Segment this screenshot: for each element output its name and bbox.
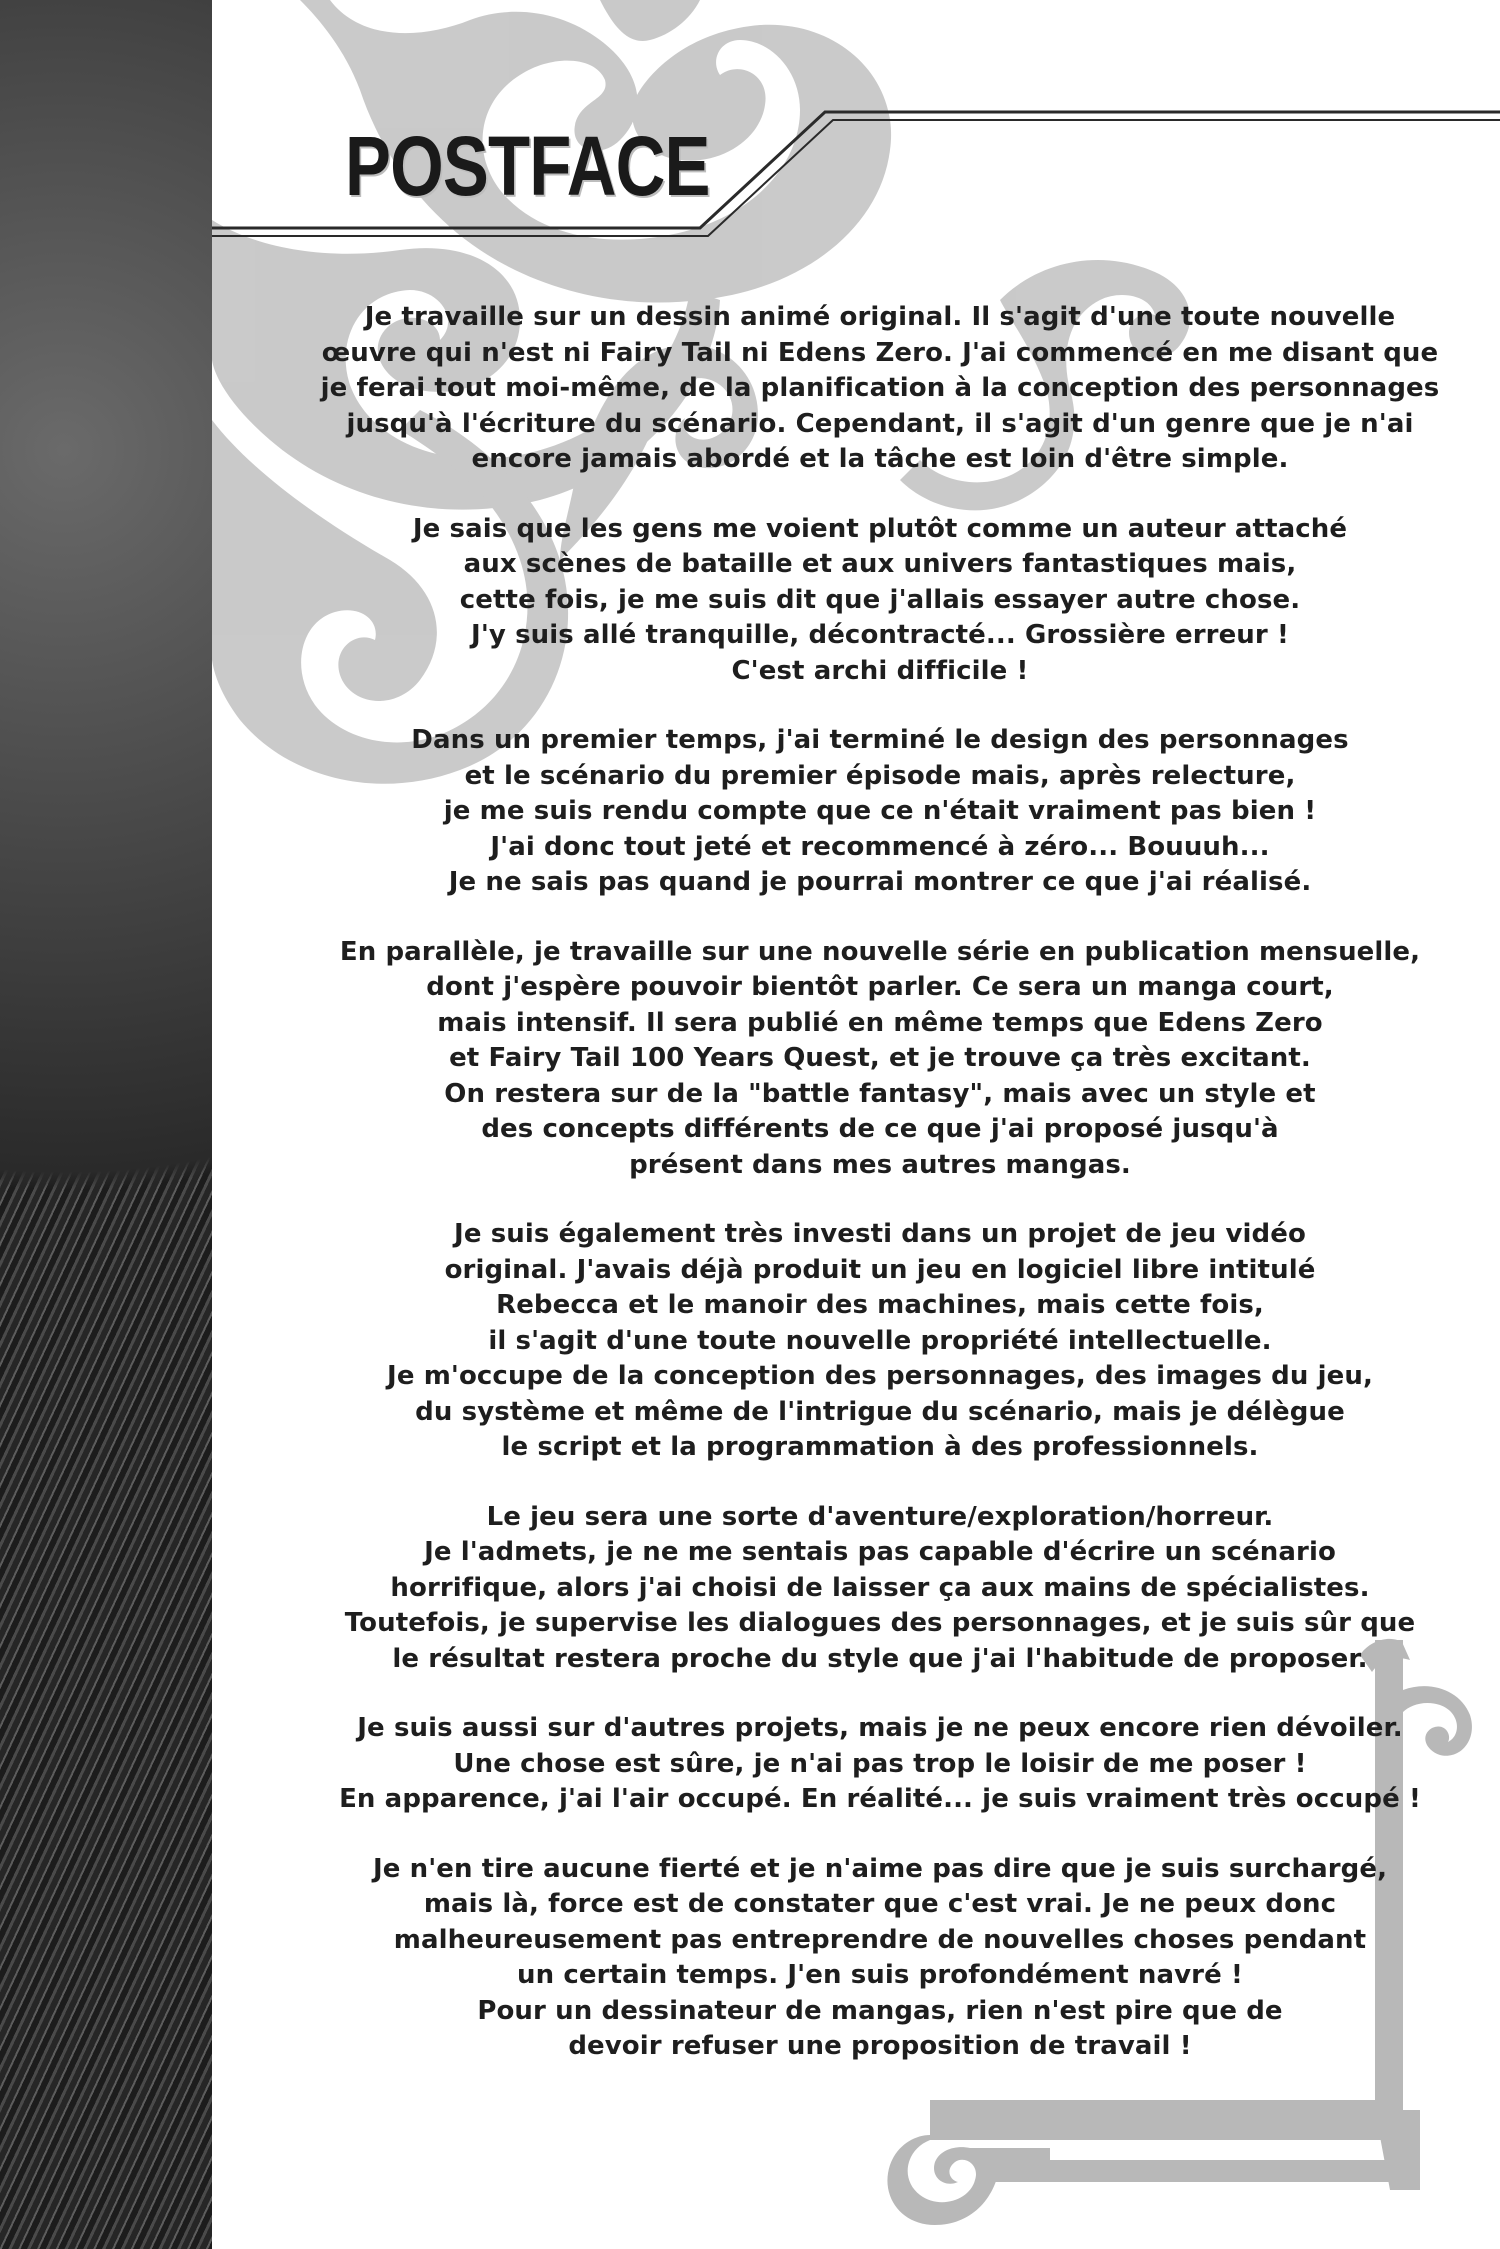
postface-text: [290, 300, 1470, 2099]
text-line: Je suis aussi sur d'autres projets, mais je ne peux encore rien dévoiler.: [357, 1713, 1403, 1743]
text-line: En apparence, j'ai l'air occupé. En réalité... je suis vraiment très occupé !: [339, 1784, 1421, 1814]
header-frame: [0, 0, 1500, 260]
text-line: il s'agit d'une toute nouvelle propriété intellectuelle.: [488, 1325, 1272, 1356]
text-line: horrifique, alors j'ai choisi de laisser ça aux mains de spécialistes.: [390, 1572, 1370, 1603]
text-line: On restera sur de la "battle fantasy", mais avec un style et: [444, 1078, 1316, 1109]
text-line: Je ne sais pas quand je pourrai montrer ce que j'ai réalisé.: [448, 867, 1312, 897]
text-line: mais intensif. Il sera publié en même temps que Edens Zero: [437, 1007, 1323, 1038]
text-line: et Fairy Tail 100 Years Quest, et je trouve ça très excitant.: [449, 1043, 1311, 1073]
text-line: jusqu'à l'écriture du scénario. Cependant, il s'agit d'un genre que je n'ai: [346, 408, 1414, 439]
text-line: C'est archi difficile !: [731, 655, 1029, 686]
text-line: En parallèle, je travaille sur une nouvelle série en publication mensuelle,: [339, 936, 1421, 967]
text-line: je me suis rendu compte que ce n'était vraiment pas bien !: [443, 796, 1317, 826]
text-line: je ferai tout moi-même, de la planification à la conception des personnages: [320, 373, 1440, 403]
paragraph-3: [290, 723, 1470, 901]
text-line: original. J'avais déjà produit un jeu en logiciel libre intitulé: [444, 1254, 1316, 1285]
text-line: malheureusement pas entreprendre de nouvelles choses pendant: [393, 1924, 1367, 1955]
text-line: encore jamais abordé et la tâche est loin d'être simple.: [471, 444, 1289, 474]
text-line: aux scènes de bataille et aux univers fantastiques mais,: [463, 549, 1297, 579]
text-line: Pour un dessinateur de mangas, rien n'est pire que de: [477, 1995, 1283, 2026]
text-line: mais là, force est de constater que c'est vrai. Je ne peux donc: [423, 1889, 1337, 1919]
text-line: un certain temps. J'en suis profondément navré !: [517, 1960, 1243, 1990]
paragraph-4: [290, 935, 1470, 1184]
text-line: Je sais que les gens me voient plutôt comme un auteur attaché: [412, 513, 1348, 544]
text-line: cette fois, je me suis dit que j'allais essayer autre chose.: [459, 584, 1301, 615]
text-line: Une chose est sûre, je n'ai pas trop le loisir de me poser !: [453, 1748, 1307, 1779]
text-line: œuvre qui n'est ni Fairy Tail ni Edens Zero. J'ai commencé en me disant que: [321, 337, 1439, 368]
text-line: et le scénario du premier épisode mais, après relecture,: [464, 760, 1296, 791]
paragraph-5: [290, 1217, 1470, 1466]
text-line: Je travaille sur un dessin animé original. Il s'agit d'une toute nouvelle: [364, 302, 1396, 332]
paragraph-8: [290, 1852, 1470, 2065]
text-line: Dans un premier temps, j'ai terminé le design des personnages: [411, 725, 1349, 755]
paragraph-7: [290, 1711, 1470, 1818]
text-line: présent dans mes autres mangas.: [629, 1149, 1131, 1180]
text-line: Je n'en tire aucune fierté et je n'aime pas dire que je suis surchargé,: [372, 1853, 1388, 1884]
text-line: Je m'occupe de la conception des personnages, des images du jeu,: [387, 1361, 1373, 1391]
text-line: Je l'admets, je ne me sentais pas capable d'écrire un scénario: [424, 1537, 1336, 1567]
paragraph-6: [290, 1500, 1470, 1678]
text-line: le résultat restera proche du style que j'ai l'habitude de proposer.: [392, 1643, 1368, 1674]
text-line: le script et la programmation à des professionnels.: [501, 1432, 1259, 1462]
text-line: dont j'espère pouvoir bientôt parler. Ce sera un manga court,: [426, 972, 1334, 1002]
text-line: Toutefois, je supervise les dialogues des personnages, et je suis sûr que: [344, 1608, 1416, 1638]
text-line: des concepts différents de ce que j'ai proposé jusqu'à: [481, 1114, 1279, 1144]
text-line: Le jeu sera une sorte d'aventure/exploration/horreur.: [486, 1501, 1274, 1532]
page-title: POSTFACE: [345, 119, 710, 213]
text-line: du système et même de l'intrigue du scénario, mais je délègue: [415, 1396, 1345, 1427]
text-line: Je suis également très investi dans un projet de jeu vidéo: [454, 1219, 1306, 1249]
paragraph-1: [290, 300, 1470, 478]
text-line: Rebecca et le manoir des machines, mais cette fois,: [496, 1290, 1264, 1320]
text-line: J'ai donc tout jeté et recommencé à zéro... Bouuuh...: [490, 831, 1270, 862]
text-line: devoir refuser une proposition de travail !: [568, 2031, 1192, 2061]
paragraph-2: [290, 512, 1470, 690]
text-line: J'y suis allé tranquille, décontracté... Grossière erreur !: [471, 620, 1289, 650]
